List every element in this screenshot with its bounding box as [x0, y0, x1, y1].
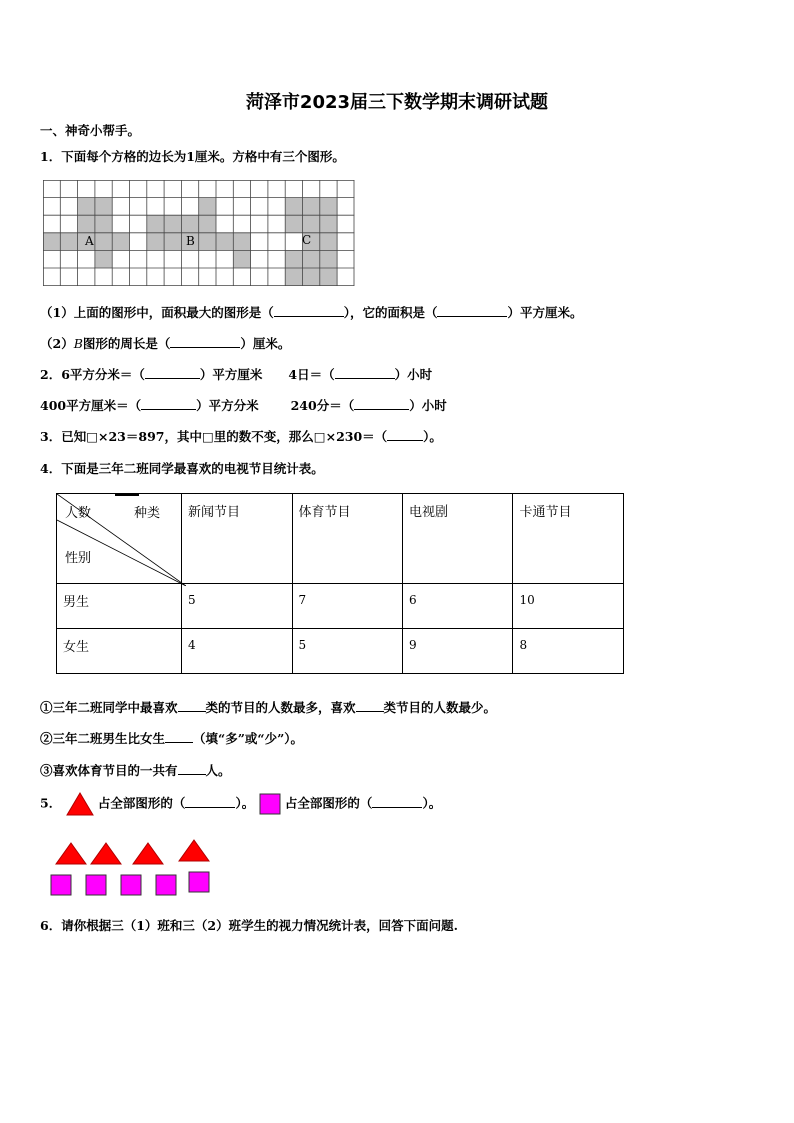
triangle-shape — [179, 840, 209, 861]
q5-number: 5． — [40, 795, 62, 811]
answer-blank[interactable] — [185, 795, 235, 808]
question-2-line-2 — [40, 396, 447, 414]
answer-blank[interactable] — [387, 428, 423, 441]
q1-sub2-text-c: ）厘米。 — [240, 336, 291, 351]
q4-sub-text: ③喜欢体育节目的一共有 — [40, 763, 178, 778]
table-row — [57, 584, 624, 629]
q2-text: 400平方厘米＝（ — [40, 398, 142, 413]
answer-blank[interactable] — [437, 304, 507, 317]
triangle-shape — [91, 843, 121, 864]
q4-sub-text: 类的节目的人数最多，喜欢 — [205, 700, 356, 715]
answer-blank[interactable] — [274, 304, 344, 317]
square-shape — [156, 875, 176, 895]
answer-blank[interactable] — [165, 730, 193, 743]
red-triangle-icon — [66, 792, 94, 816]
answer-blank[interactable] — [356, 699, 384, 712]
square-shape — [189, 872, 209, 892]
q1-sub1-text-a: （1）上面的图形中，面积最大的图形是（ — [40, 305, 274, 320]
shape-c-label: C — [302, 233, 312, 247]
column-header: 体育节目 — [292, 494, 402, 584]
q5-text: ）。 — [235, 795, 255, 811]
q2-text: 4日＝（ — [288, 367, 335, 382]
header-kind: 种类 — [134, 506, 161, 521]
question-4-text: 4．下面是三年二班同学最喜欢的电视节目统计表。 — [40, 461, 324, 476]
answer-blank[interactable] — [170, 335, 240, 348]
header-people: 人数 — [65, 506, 92, 521]
q2-text: ）平方分米 — [196, 398, 259, 413]
answer-blank[interactable] — [354, 397, 409, 410]
table-row — [57, 629, 624, 674]
q2-text: ）平方厘米 — [199, 367, 263, 382]
tv-program-table — [56, 493, 624, 674]
q5-text: 占全部图形的（ — [284, 795, 373, 811]
question-1-sub-2 — [40, 334, 290, 352]
q5-text: ）。 — [422, 795, 442, 811]
q4-sub-text: ②三年二班男生比女生 — [40, 731, 166, 746]
q1-sub2-text-b: 图形的周长是（ — [82, 336, 171, 351]
q1-sub1-text-c: ）平方厘米。 — [507, 305, 583, 320]
answer-blank[interactable] — [141, 397, 196, 410]
question-1-text: 1．下面每个方格的边长为1厘米。方格中有三个图形。 — [40, 149, 345, 164]
q4-sub-text: 人。 — [205, 763, 231, 778]
magenta-square-icon — [259, 793, 281, 815]
square-shape — [86, 875, 106, 895]
row-label: 女生 — [57, 629, 182, 674]
column-header: 电视剧 — [402, 494, 512, 584]
shapes-group — [50, 838, 220, 898]
triangle-shape — [56, 843, 86, 864]
table-cell: 10 — [513, 584, 624, 629]
question-1-sub-1 — [40, 303, 582, 321]
section-heading: 一、神奇小帮手。 — [40, 123, 141, 138]
shape-b-label: B — [186, 234, 195, 248]
question-2-line-1 — [40, 365, 432, 383]
row-label: 男生 — [57, 584, 182, 629]
header-gender: 性别 — [65, 551, 92, 566]
square-grid-figure — [43, 180, 355, 286]
q1-sub2-text-a: （2） — [40, 336, 74, 351]
question-3 — [40, 427, 442, 445]
column-header: 卡通节目 — [513, 494, 624, 584]
question-4-sub-2 — [40, 729, 303, 747]
answer-blank[interactable] — [145, 366, 200, 379]
q3-text: 3．已知□×23＝897，其中□里的数不变，那么□×230＝（ — [40, 429, 388, 444]
table-cell: 5 — [292, 629, 402, 674]
q2-text: 2．6平方分米＝（ — [40, 367, 145, 382]
question-4-sub-3 — [40, 761, 231, 779]
table-cell: 5 — [182, 584, 292, 629]
q2-text: ）小时 — [394, 367, 433, 382]
column-header: 新闻节目 — [182, 494, 292, 584]
question-5 — [40, 792, 441, 816]
triangle-shape — [133, 843, 163, 864]
shape-a-label: A — [85, 234, 94, 248]
table-cell: 9 — [402, 629, 512, 674]
diagonal-header-cell — [57, 494, 182, 584]
answer-blank[interactable] — [372, 795, 422, 808]
answer-blank[interactable] — [335, 366, 395, 379]
question-6-text: 6．请你根据三（1）班和三（2）班学生的视力情况统计表，回答下面问题. — [40, 918, 458, 933]
table-cell: 6 — [402, 584, 512, 629]
q2-text: 240分＝（ — [290, 398, 355, 413]
table-cell: 7 — [292, 584, 402, 629]
q4-sub-text: 类节目的人数最少。 — [383, 700, 497, 715]
q1-sub1-text-b: ），它的面积是（ — [343, 305, 438, 320]
q5-text: 占全部图形的（ — [97, 795, 186, 811]
q4-sub-text: ①三年二班同学中最喜欢 — [40, 700, 178, 715]
page-title: 菏泽市2023届三下数学期末调研试题 — [245, 92, 549, 113]
q2-text: ）小时 — [409, 398, 447, 413]
table-cell: 8 — [513, 629, 624, 674]
table-cell: 4 — [182, 629, 292, 674]
question-4-sub-1 — [40, 698, 496, 716]
q4-sub-text: （填“多”或“少”）。 — [193, 731, 304, 746]
square-shape — [121, 875, 141, 895]
q1-sub2-shape-name: B — [73, 336, 83, 351]
q3-text: ）。 — [423, 429, 442, 444]
answer-blank[interactable] — [178, 762, 206, 775]
square-shape — [51, 875, 71, 895]
answer-blank[interactable] — [178, 699, 206, 712]
